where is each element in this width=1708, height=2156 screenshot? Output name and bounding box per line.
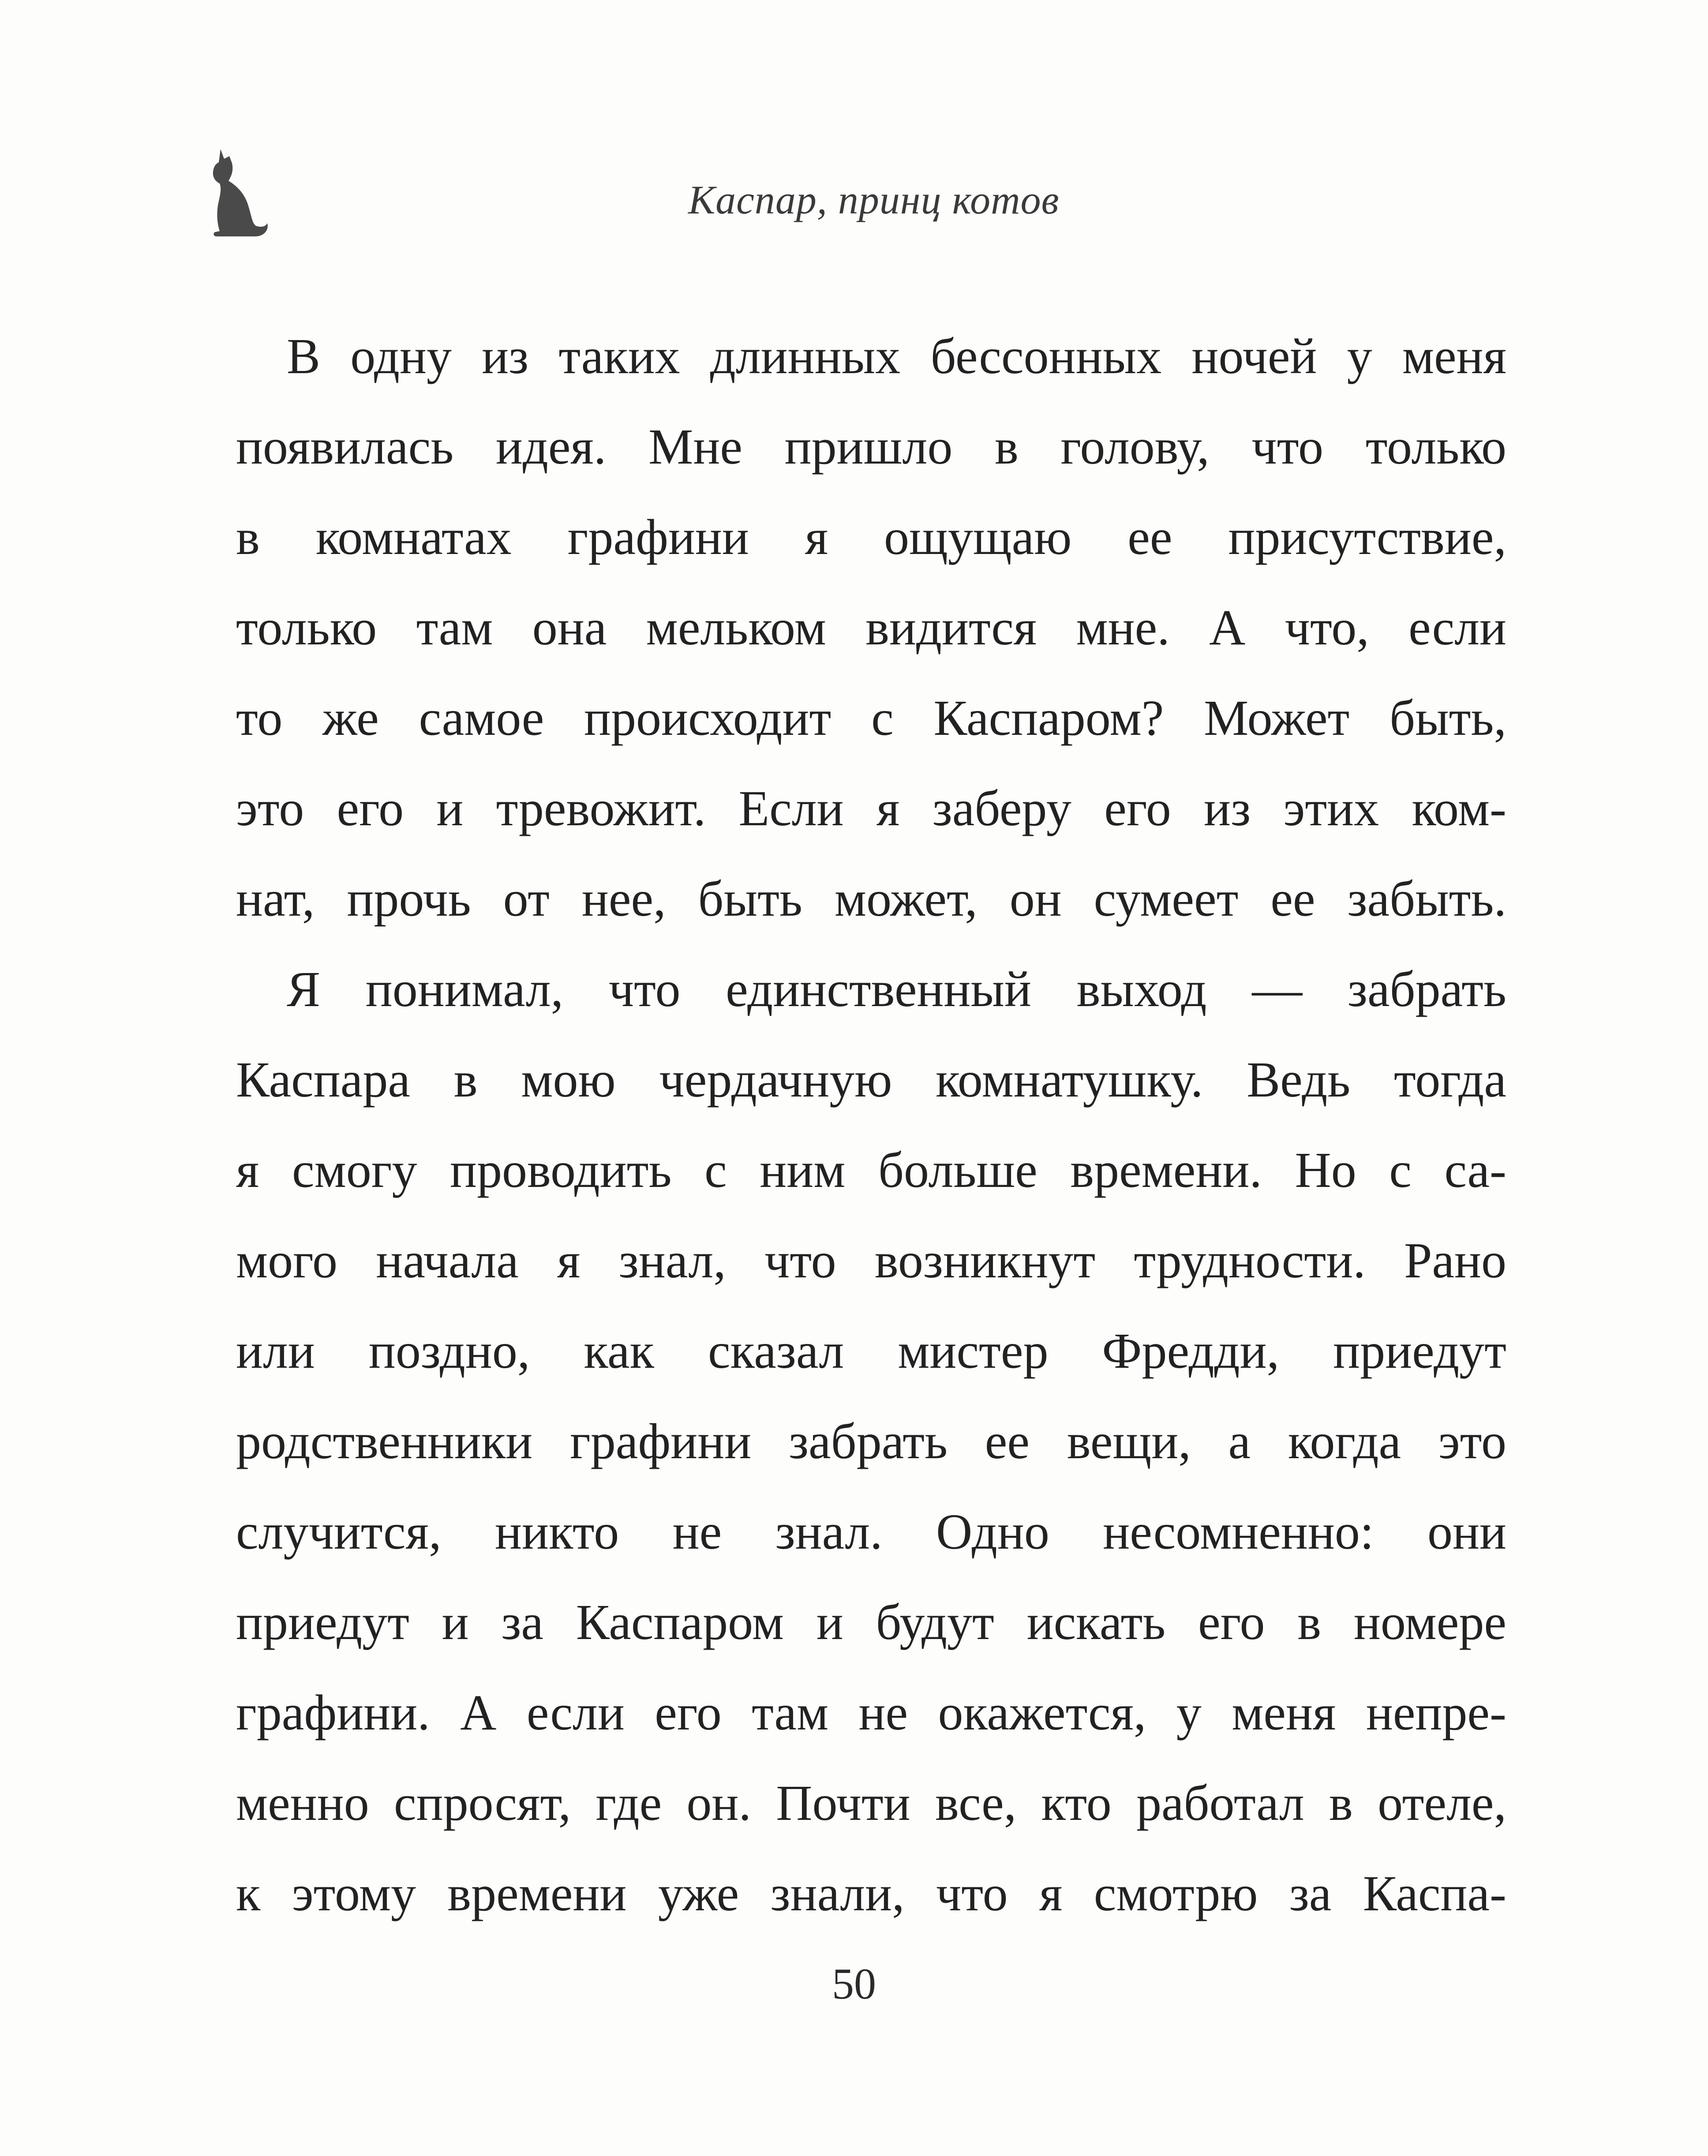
text-line: случится, никто не знал. Одно несомненно: они [236, 1504, 1506, 1560]
page-number: 50 [832, 1959, 876, 2008]
text-line: к этому времени уже знали, что я смотрю за Каспа- [236, 1865, 1506, 1921]
text-line: приедут и за Каспаром и будут искать его в номере [236, 1594, 1506, 1650]
text-line: это его и тревожит. Если я заберу его из этих ком- [236, 780, 1506, 836]
text-line: менно спросят, где он. Почти все, кто работал в отеле, [236, 1775, 1506, 1831]
text-line: Каспара в мою чердачную комнатушку. Ведь тогда [236, 1052, 1506, 1108]
text-line: В одну из таких длинных бессонных ночей у меня [287, 328, 1506, 384]
paragraph [236, 311, 1506, 944]
text-line: я смогу проводить с ним больше времени. Но с са- [236, 1142, 1506, 1198]
text-line: графини. А если его там не окажется, у меня непре- [236, 1684, 1506, 1741]
text-line: появилась идея. Мне пришло в голову, что только [236, 419, 1506, 475]
text-line: или поздно, как сказал мистер Фредди, приедут [236, 1323, 1506, 1379]
text-line: родственники графини забрать ее вещи, а когда это [236, 1413, 1506, 1469]
text-line: Я понимал, что единственный выход — забрать [287, 961, 1506, 1017]
text-line: в комнатах графини я ощущаю ее присутствие, [236, 509, 1506, 565]
running-header: Каспар, принц котов [688, 177, 1060, 222]
body-text [236, 311, 1506, 2029]
text-line: только там она мельком видится мне. А что, если [236, 599, 1506, 655]
text-line: то же самое происходит с Каспаром? Может быть, [236, 690, 1506, 746]
text-line: мого начала я знал, что возникнут трудности. Рано [236, 1232, 1506, 1288]
paragraph [236, 944, 1506, 2029]
text-line: нат, прочь от нее, быть может, он сумеет ее забыть. [236, 871, 1506, 927]
